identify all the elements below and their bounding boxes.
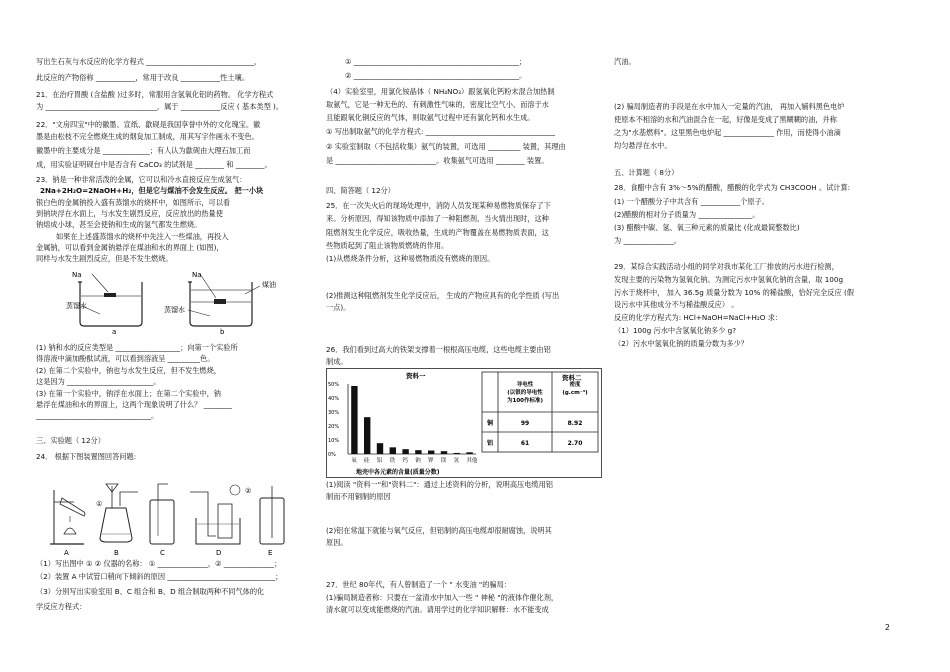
- bar-3: [390, 447, 396, 454]
- section-4-heading: 四、简答题（ 12分）: [326, 186, 395, 195]
- section-5-heading: 五、计算题（ 8分）: [614, 168, 679, 177]
- q26-line-1: 26．我们看到过高大的铁架支撑着一根根高压电缆，这些电缆主要由铝: [326, 345, 551, 354]
- q29-line-1: 29．某综合实践活动小组的同学对我市某化工厂排放的污水进行检测，: [614, 262, 839, 271]
- q28-line-1: 28．食醋中含有 3%～5%的醋酸，醋酸的化学式为 CH3COOH 。试计算:: [614, 183, 851, 192]
- q23-sub1b: 得溶液中滴加酚酞试液，可以看到溶液呈 _________色。: [36, 354, 215, 363]
- x-tick-label: 硅: [364, 458, 370, 464]
- apparatus-a: [50, 490, 85, 544]
- q25-sub2: (2)推测这种阻燃剂发生化学反应后， 生成的产物应具有的化学性质 (写出: [326, 291, 560, 300]
- apparatus-circle-2: ②: [245, 487, 252, 495]
- q25-sub1: (1)从燃烧条件分析，这种易燃物质没有燃烧的原因。: [326, 254, 495, 263]
- c3-line-1: 汽油。: [614, 57, 636, 66]
- q27-line-3: 清水就可以变成能燃烧的汽油。请用学过的化学知识解释：水不能变成: [326, 605, 549, 614]
- q28-sub2: (2)醋酸的相对分子质量为 _______________。: [614, 210, 760, 219]
- bar-1: [364, 417, 370, 454]
- q24-4-line-f: 是 ____________________________。收集氨气可选用 ________ 装置。: [326, 156, 549, 165]
- apparatus-b: [100, 484, 138, 542]
- q29-sub1: （1）100g 污水中含氢氧化钠多少 g?: [614, 326, 737, 335]
- q22-line-4: 成，用实验证明砚台中是否含有 CaCO₃ 的试剂是 ________ 和 ________。: [36, 160, 272, 169]
- y-tick-label: 10%: [328, 438, 340, 444]
- y-tick-label: 0%: [328, 452, 336, 458]
- bar-2: [377, 443, 383, 454]
- q28-sub3: (3) 醋酸中碳、氢、氧三种元素的质量比 (化成最简整数比): [614, 223, 800, 232]
- q24-sub3-cont: 学反应方程式：: [36, 602, 87, 611]
- q29-line-4: 设污水中其他成分不与稀盐酸反应） 。: [614, 300, 739, 309]
- q24-4-line-a: （4）实验室里，用氯化铵晶体（ NH₄NO₃）跟氢氧化钙粉末混合加热制: [326, 87, 555, 96]
- bar-chart-yticks: [328, 382, 339, 458]
- c2-answer-1: ① ______________________________________________；: [345, 57, 527, 66]
- fig-b-caption: b: [220, 328, 225, 336]
- q22-line-2: 墨是由松枝不完全燃烧生成的烟炱加工制成，用其写字作画永不变色。: [36, 132, 259, 141]
- q23-sub2b: 这是因为 ________________________。: [36, 377, 161, 386]
- fig-a-caption: a: [112, 328, 117, 336]
- fig-a-na-label: Na: [72, 271, 82, 279]
- bar-chart-categories: [351, 456, 478, 464]
- q29-line-2: 发现主要的污染物为氢氧化钠。为测定污水中氢氧化钠的含量，取 100g: [614, 275, 844, 284]
- x-tick-label: 氧: [351, 458, 357, 464]
- apparatus-label-c: C: [160, 549, 165, 557]
- sodium-piece-b: [214, 299, 226, 304]
- q20-line-2: 此反应的产物俗称 ___________，常用于改良 ___________性土壤。: [36, 73, 250, 82]
- q29-equation: 反应的化学方程式为: HCl+NaOH=NaCl+H₂O 求：: [614, 313, 783, 322]
- q27-2-line-b: 使原本不相溶的水和汽油混合在一起，好像是变成了黑糊糊的油，并称: [614, 115, 837, 124]
- element-abundance-figure: [326, 368, 602, 478]
- q24-intro: 24． 根据下图装置图回答问题:: [36, 452, 137, 461]
- bar-7: [441, 451, 447, 454]
- page-number: 2: [884, 623, 890, 632]
- q29-sub2: （2）污水中氢氧化钠的质量分数为多少？: [614, 339, 748, 348]
- q27-2-line-c: 之为"水基燃料"。这里黑色电炉起 ______________ 作用，而使得小油滴: [614, 128, 841, 137]
- q23-line-7: 金属钠，可以看到金属钠悬浮在煤油和水的界面上 (如图)，: [36, 243, 224, 252]
- q21-line-1: 21．在治疗胃酸 (含盐酸 )过多时，常服用含氢氧化铝的药物。 化学方程式: [36, 90, 274, 99]
- c2-answer-2: ② ______________________________________________。: [345, 71, 527, 80]
- q25-sub2-cont: 一点)。: [326, 303, 351, 312]
- q26-sub2-cont: 原因。: [326, 538, 348, 547]
- q26-sub2: (2)铝在常温下就能与氧气反应，但铝制的高压电缆却很耐腐蚀，说明其: [326, 526, 552, 535]
- q23-equation: 2Na+2H₂O=2NaOH+H₂，但是它与煤油不会发生反应。 把一小块: [40, 186, 264, 195]
- x-tick-label: 其他: [466, 458, 478, 464]
- table-title: 资料二: [562, 374, 582, 382]
- chart-title: 资料一: [406, 372, 426, 380]
- bar-4: [402, 449, 408, 454]
- q24-4-line-c: 且能跟氧化铜反应的气体，则取氨气过程中还有氯化钙和水生成。: [326, 113, 535, 122]
- q24-4-line-b: 取氨气，它是一种无色的、有刺激性气味的，密度比空气小、而溶于水: [326, 100, 549, 109]
- beaker-a: [78, 274, 142, 326]
- apparatus-label-d: D: [216, 549, 222, 557]
- beaker-b: [188, 274, 260, 326]
- apparatus-label-a: A: [64, 549, 69, 557]
- q24-4-line-e: ② 实验室制取（不包括收集）氨气的装置，可选用 _________ 装置，其理由: [326, 142, 566, 151]
- table-cell: 铜: [486, 420, 494, 427]
- q26-sub1-cont: 制而不用铜制的原因: [326, 492, 391, 501]
- bar-chart-bars: [351, 386, 473, 454]
- q28-sub1: (1) 一个醋酸分子中共含有 ___________个原子。: [614, 197, 769, 206]
- q27-2-line-a: (2) 骗局制造者的手段是在水中加入一定量的汽油， 再加入辅料黑色电炉: [614, 102, 845, 111]
- q26-line-2: 制成。: [326, 357, 348, 366]
- q22-line-1: 22．"文房四宝"中的徽墨、宣纸、歙砚是我国享誉中外的文化瑰宝。徽: [36, 120, 261, 129]
- q24-4-line-d: ① 写出制取氨气的化学方程式: ____________________________________: [326, 127, 556, 136]
- y-tick-label: 20%: [328, 424, 340, 430]
- q23-sub1a: (1) 钠和水的反应类型是 __________________；向第一个实验所: [36, 343, 238, 352]
- table-cell: 61: [520, 440, 530, 447]
- q20-line-1: 写出生石灰与水反应的化学方程式 ______________________________，: [36, 57, 262, 66]
- table-cell: 8.92: [567, 420, 583, 427]
- x-tick-label: 铝: [376, 458, 383, 464]
- table-header: (以银的导电性: [507, 390, 543, 396]
- fig-a-water-label: 蒸馏水: [66, 302, 87, 310]
- table-header: 导电性: [516, 382, 534, 388]
- q25-line-4: 些物质起到了阻止该物质燃烧的作用。: [326, 241, 449, 250]
- q26-sub1: (1)阅读 "资料一"和"资料二"：通过上述资料的分析，说明高压电缆用铝: [326, 480, 553, 489]
- x-tick-label: 钾: [428, 458, 434, 464]
- q23-line-8: 同样与水发生剧烈反应，但是不发生燃烧。: [36, 254, 173, 263]
- fig-b-na-label: Na: [192, 271, 202, 279]
- x-tick-label: 镁: [440, 458, 447, 464]
- q23-line-1: 23．钠是一种非常活泼的金属，它可以和冷水直接反应生成氢气：: [36, 175, 247, 184]
- table-header: (g.cm⁻³): [562, 390, 588, 396]
- bar-0: [351, 386, 357, 454]
- q23-line-3: 银白色的金属钠投入盛有蒸馏水的烧杯中，如图所示，可以看: [36, 198, 231, 207]
- q23-line-6: 如果在上述盛蒸馏水的烧杯中先注入一些煤油，再投入: [56, 232, 229, 241]
- q24-sub1: （1）写出图中 ① ② 仪器的名称： ① ______________，② ______________；: [36, 559, 282, 568]
- q25-line-2: 来。分析原因，得知该物质中添加了一种阻燃剂，当火情出现时，这种: [326, 214, 549, 223]
- q27-line-1: 27．世纪 80年代，有人曾制造了一个 " 水变油 "的骗局：: [326, 580, 511, 589]
- q24-sub2: （2）装置 A 中试管口稍向下倾斜的原因 ______________________________；: [36, 572, 283, 581]
- y-tick-label: 50%: [328, 382, 340, 388]
- q28-sub3-cont: 为 ______________。: [614, 236, 681, 245]
- q29-line-3: 污水于烧杯中， 加入 36.5g 质量分数为 10% 的稀盐酸，恰好完全反应 (假: [614, 288, 854, 297]
- q23-sub3c: ________________________________。: [36, 411, 159, 420]
- q27-2-line-d: 均匀悬浮在水中。: [614, 141, 672, 150]
- y-tick-label: 30%: [328, 410, 340, 416]
- table-header: 密度: [569, 382, 581, 388]
- q22-line-3: 徽墨中的主要成分是 _____________；有人认为歙砚由大理石加工而: [36, 146, 251, 155]
- q23-sub3b: 悬浮在煤油和水的界面上，这两个现象说明了什么？ ________: [36, 400, 233, 409]
- q21-line-2: 为 _______________________________，属于 ___________反应 ( 基本类型 )。: [36, 102, 284, 111]
- fig-b-oil-label: 煤油: [262, 281, 276, 289]
- x-tick-label: 钠: [415, 458, 421, 464]
- bar-9: [466, 452, 472, 454]
- apparatus-label-e: E: [268, 549, 273, 557]
- apparatus-d: [190, 485, 240, 544]
- q25-line-1: 25．在一次失火后的现场处理中，消防人员发现某种易燃物质保存了下: [326, 201, 551, 210]
- x-tick-label: 钙: [402, 458, 408, 464]
- sodium-piece-a: [104, 293, 116, 297]
- q24-sub3: （3）分别写出实验室用 B、C 组合和 B、D 组合制取两种不同气体的化: [36, 587, 265, 596]
- q23-line-4: 到钠块浮在水面上，与水发生剧烈反应，反应放出的热量使: [36, 209, 223, 218]
- q27-line-2: (1)骗局制造者称：只要在一盆清水中加入一些 " 神秘 "的液体作催化剂，: [326, 593, 559, 602]
- table-header: 为100作标准): [507, 398, 543, 404]
- chart-caption: 地壳中各元素的含量(质量分数): [356, 469, 440, 476]
- beaker-figures: [60, 266, 290, 336]
- q25-line-3: 阻燃剂发生化学反应，吸收热量，生成的产物覆盖在易燃物质表面，这: [326, 228, 549, 237]
- q23-sub3a: (3) 在第一个实验中，钠浮在水面上；在第二个实验中，钠: [36, 389, 221, 398]
- apparatus-circle-1: ①: [96, 500, 103, 508]
- table-cell: 铝: [486, 440, 494, 447]
- apparatus-c: [150, 484, 174, 544]
- y-tick-label: 40%: [328, 396, 340, 402]
- table-cells: [486, 380, 588, 447]
- q23-line-5: 钠熔成小球，甚至会使钠和生成的氢气都发生燃烧。: [36, 220, 202, 229]
- q23-sub2a: (2) 在第二个实验中，钠也与水发生反应，但不发生燃烧，: [36, 366, 221, 375]
- table-cell: 2.70: [567, 440, 583, 447]
- section-3-heading: 三、实验题（ 12分）: [36, 436, 105, 445]
- bar-5: [415, 450, 421, 454]
- apparatus-e: [260, 486, 284, 544]
- apparatus-figure: [40, 478, 300, 558]
- fig-b-water-label: 蒸馏水: [164, 306, 185, 314]
- bar-6: [428, 451, 434, 454]
- bar-8: [454, 453, 460, 454]
- apparatus-label-b: B: [114, 549, 119, 557]
- x-tick-label: 铁: [389, 458, 396, 464]
- x-tick-label: 氢: [453, 458, 460, 464]
- table-cell: 99: [520, 420, 530, 427]
